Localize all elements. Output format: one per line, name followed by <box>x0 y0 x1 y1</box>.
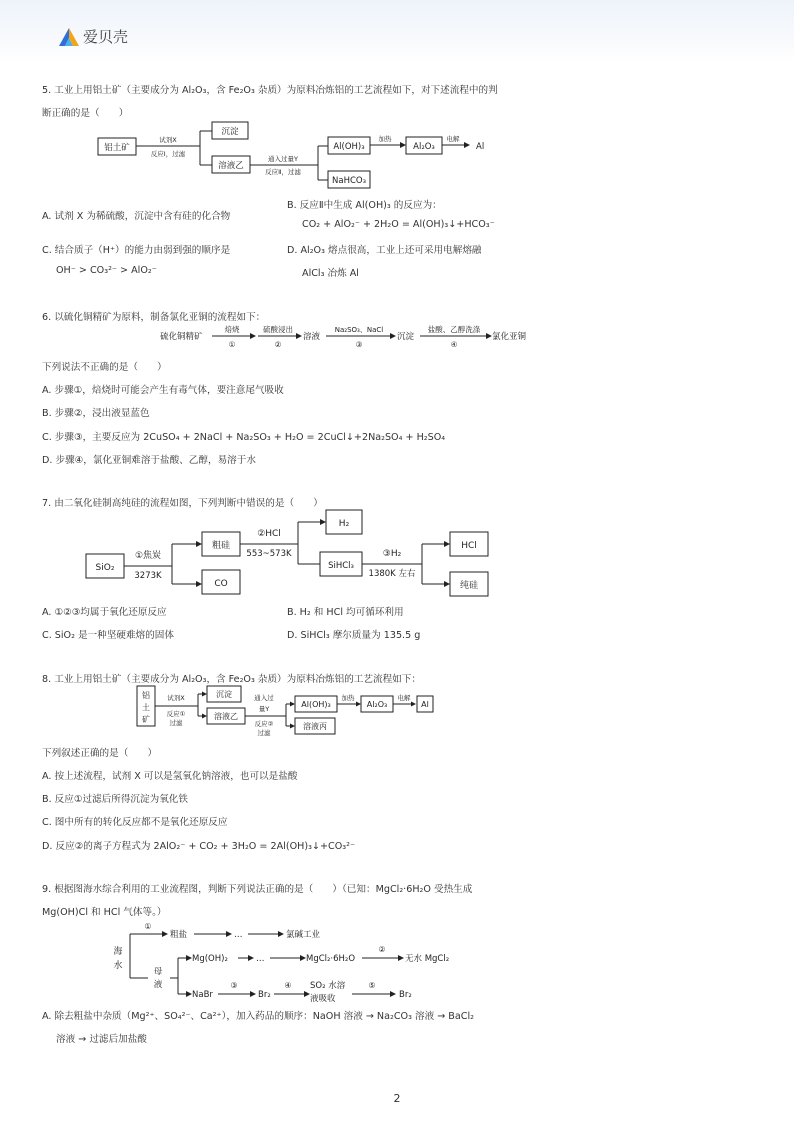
q5-add-y: 通入过量Y <box>268 155 298 163</box>
q6-end: 氯化亚铜 <box>492 332 527 342</box>
q7-option-c: C. SiO₂ 是一种坚硬难熔的固体 <box>42 630 174 641</box>
q5-reagent-x: 试剂X <box>159 136 177 144</box>
q9-mother-2: 液 <box>153 980 163 990</box>
q6-s4-top: 盐酸、乙醇洗涤 <box>427 325 481 334</box>
q6-option-d: D. 步骤④，氯化亚铜难溶于盐酸、乙醇，易溶于水 <box>42 455 256 466</box>
q8-flow-diagram <box>134 684 444 740</box>
q6-s4-num: ④ <box>450 340 458 349</box>
q8-filter1: 过滤 <box>169 719 183 727</box>
q8-option-d: D. 反应②的离子方程式为 2AlO₂⁻ + CO₂ + 3H₂O = 2Al(OH)₃↓+CO₃²⁻ <box>42 841 356 852</box>
q9-n4: ④ <box>284 981 292 990</box>
q9-nabr: NaBr <box>192 990 213 1000</box>
q9-so2-2: 液吸收 <box>310 994 336 1002</box>
q6-start: 硫化铜精矿 <box>160 332 203 342</box>
q7-h2: H₂ <box>338 519 350 529</box>
q9-flow-diagram <box>108 916 488 1002</box>
q9-dots2: … <box>256 954 265 964</box>
q9-n2: ② <box>378 945 386 954</box>
q9-n5: ⑤ <box>368 981 376 990</box>
q8-precipitate: 沉淀 <box>216 690 232 699</box>
q5-stem-line2: 断正确的是（ ） <box>42 108 129 119</box>
q9-mgoh2: Mg(OH)₂ <box>192 954 228 964</box>
q6-s3-top: Na₂SO₃、NaCl <box>334 326 384 334</box>
q7-option-d: D. SiHCl₃ 摩尔质量为 135.5 g <box>287 630 421 641</box>
q6-s1-num: ① <box>228 340 236 349</box>
q9-crude-salt: 粗盐 <box>170 930 188 940</box>
brand-name: 爱贝壳 <box>83 28 129 46</box>
q8-ore-2: 土 <box>142 703 150 712</box>
q7-t3: 1380K 左右 <box>368 569 416 579</box>
q8-heat: 加热 <box>341 694 355 702</box>
q5-al2o3: Al₂O₃ <box>413 142 435 152</box>
q5-heat: 加热 <box>378 135 392 143</box>
q8-step1: 反应① <box>166 710 186 718</box>
q8-al2o3: Al₂O₃ <box>366 700 388 709</box>
q7-crude-si: 粗硅 <box>211 541 231 551</box>
q6-option-c: C. 步骤③，主要反应为 2CuSO₄ + 2NaCl + Na₂SO₃ + H₂O = 2CuCl↓+2Na₂SO₄ + H₂SO₄ <box>42 432 446 443</box>
q9-option-a-line2: 溶液 → 过滤后加盐酸 <box>56 1034 147 1045</box>
q8-ore-1: 铝 <box>142 691 150 700</box>
q5-ore-label: 铝土矿 <box>104 143 130 153</box>
q6-s2-num: ② <box>274 340 282 349</box>
q7-pure-si: 纯硅 <box>459 581 479 591</box>
q9-sea-2: 水 <box>113 961 123 971</box>
q6-mid2: 沉淀 <box>397 332 415 342</box>
q5-option-b-line2: CO₂ + AlO₂⁻ + 2H₂O = Al(OH)₃↓+HCO₃⁻ <box>302 219 495 230</box>
page-number: 2 <box>393 1092 401 1105</box>
q5-nahco3: NaHCO₃ <box>332 176 366 186</box>
q7-sio2: SiO₂ <box>95 563 115 573</box>
q6-mid1: 溶液 <box>303 332 321 342</box>
q7-c3: ③H₂ <box>382 549 402 559</box>
q5-step2: 反应Ⅱ，过滤 <box>265 168 301 176</box>
q5-option-d-line1: D. Al₂O₃ 熔点很高，工业上还可采用电解熔融 <box>287 245 482 256</box>
q6-ask: 下列说法不正确的是（ ） <box>42 362 167 373</box>
q9-option-a-line1: A. 除去粗盐中杂质（Mg²⁺、SO₄²⁻、Ca²⁺），加入药品的顺序：NaOH 溶液 → Na₂CO₃ 溶液 → BaCl₂ <box>42 1011 474 1022</box>
q8-reagent: 试剂X <box>167 694 185 702</box>
q7-flow-diagram <box>84 508 504 600</box>
q7-c1: ①焦炭 <box>134 551 162 561</box>
q8-aloh3: Al(OH)₃ <box>301 700 331 709</box>
q9-stem-line2: Mg(OH)Cl 和 HCl 气体等。） <box>42 907 167 918</box>
q9-br2a: Br₂ <box>258 990 271 1000</box>
q6-s1-top: 焙烧 <box>224 325 240 334</box>
brand-logo-icon <box>58 27 80 47</box>
q5-option-d-line2: AlCl₃ 冶炼 Al <box>302 268 359 279</box>
q9-chlor-alkali: 氯碱工业 <box>286 930 321 940</box>
q6-s3-num: ③ <box>355 340 363 349</box>
q9-br2b: Br₂ <box>399 990 412 1000</box>
q9-mother-1: 母 <box>153 967 163 977</box>
q9-n3: ③ <box>230 981 238 990</box>
q9-anhydrous: 无水 MgCl₂ <box>405 954 450 964</box>
q7-c2: ②HCl <box>257 529 281 539</box>
q5-option-a: A. 试剂 X 为稀硫酸，沉淀中含有硅的化合物 <box>42 211 231 222</box>
q5-solution-yi: 溶液乙 <box>218 161 244 171</box>
q7-t1: 3273K <box>134 571 162 581</box>
q8-al: Al <box>421 700 429 709</box>
q5-precipitate: 沉淀 <box>221 127 239 137</box>
q9-sea-1: 海 <box>113 947 123 957</box>
q7-option-a: A. ①②③均属于氧化还原反应 <box>42 607 167 618</box>
q6-s2-top: 硫酸浸出 <box>263 325 293 334</box>
q6-stem: 6. 以硫化铜精矿为原料，制备氯化亚铜的流程如下： <box>42 312 266 323</box>
q8-add-2: 量Y <box>258 705 270 713</box>
q9-dots1: … <box>234 930 243 940</box>
q5-stem-line1: 5. 工业上用铝土矿（主要成分为 Al₂O₃，含 Fe₂O₃ 杂质）为原料冶炼铝的工艺流程如下，对下述流程中的判 <box>42 85 498 96</box>
q7-sihcl3: SiHCl₃ <box>328 561 354 571</box>
q8-ask: 下列叙述正确的是（ ） <box>42 748 158 759</box>
q8-solution-yi: 溶液乙 <box>214 712 238 721</box>
q7-co: CO <box>214 579 228 589</box>
q9-so2-1: SO₂ 水溶 <box>310 981 346 991</box>
q8-elec: 电解 <box>397 694 411 702</box>
q8-option-c: C. 图中所有的转化反应都不是氧化还原反应 <box>42 817 228 828</box>
q7-option-b: B. H₂ 和 HCl 均可循环利用 <box>287 607 404 618</box>
q7-stem: 7. 由二氧化硅制高纯硅的流程如图，下列判断中错误的是（ ） <box>42 498 323 509</box>
q8-option-b: B. 反应①过滤后所得沉淀为氧化铁 <box>42 794 188 805</box>
q8-stem: 8. 工业上用铝土矿（主要成分为 Al₂O₃，含 Fe₂O₃ 杂质）为原料冶炼铝的工艺流程如下： <box>42 674 421 685</box>
q5-aloh3: Al(OH)₃ <box>333 142 365 152</box>
q5-electrolysis: 电解 <box>446 135 460 143</box>
q8-step2: 反应② <box>254 720 274 728</box>
q5-option-c-line1: C. 结合质子（H⁺）的能力由弱到强的顺序是 <box>42 245 231 256</box>
q5-al: Al <box>476 142 485 152</box>
q5-step1: 反应Ⅰ，过滤 <box>150 150 186 158</box>
q6-option-a: A. 步骤①，焙烧时可能会产生有毒气体，要注意尾气吸收 <box>42 385 284 396</box>
q9-mgcl2: MgCl₂·6H₂O <box>306 954 356 964</box>
q5-option-c-line2: OH⁻ > CO₃²⁻ > AlO₂⁻ <box>56 265 157 276</box>
q8-option-a: A. 按上述流程，试剂 X 可以是氢氧化钠溶液，也可以是盐酸 <box>42 771 298 782</box>
q5-option-b-line1: B. 反应Ⅱ中生成 Al(OH)₃ 的反应为： <box>287 200 442 211</box>
q7-t2: 553~573K <box>246 549 292 559</box>
q7-hcl: HCl <box>461 541 477 551</box>
q8-add-1: 通入过 <box>254 694 274 702</box>
q8-ore-3: 矿 <box>142 715 150 724</box>
q8-filter2: 过滤 <box>257 729 271 737</box>
q5-flow-diagram <box>90 118 510 192</box>
q9-n1: ① <box>144 922 152 931</box>
q6-option-b: B. 步骤②，浸出液显蓝色 <box>42 408 150 419</box>
q6-flow-diagram <box>160 322 540 352</box>
q8-solution-bing: 溶液丙 <box>303 722 327 731</box>
brand-logo <box>58 26 128 47</box>
q9-stem-line1: 9. 根据图海水综合利用的工业流程图，判断下列说法正确的是（ ）（已知：MgCl₂·6H₂O 受热生成 <box>42 884 473 895</box>
